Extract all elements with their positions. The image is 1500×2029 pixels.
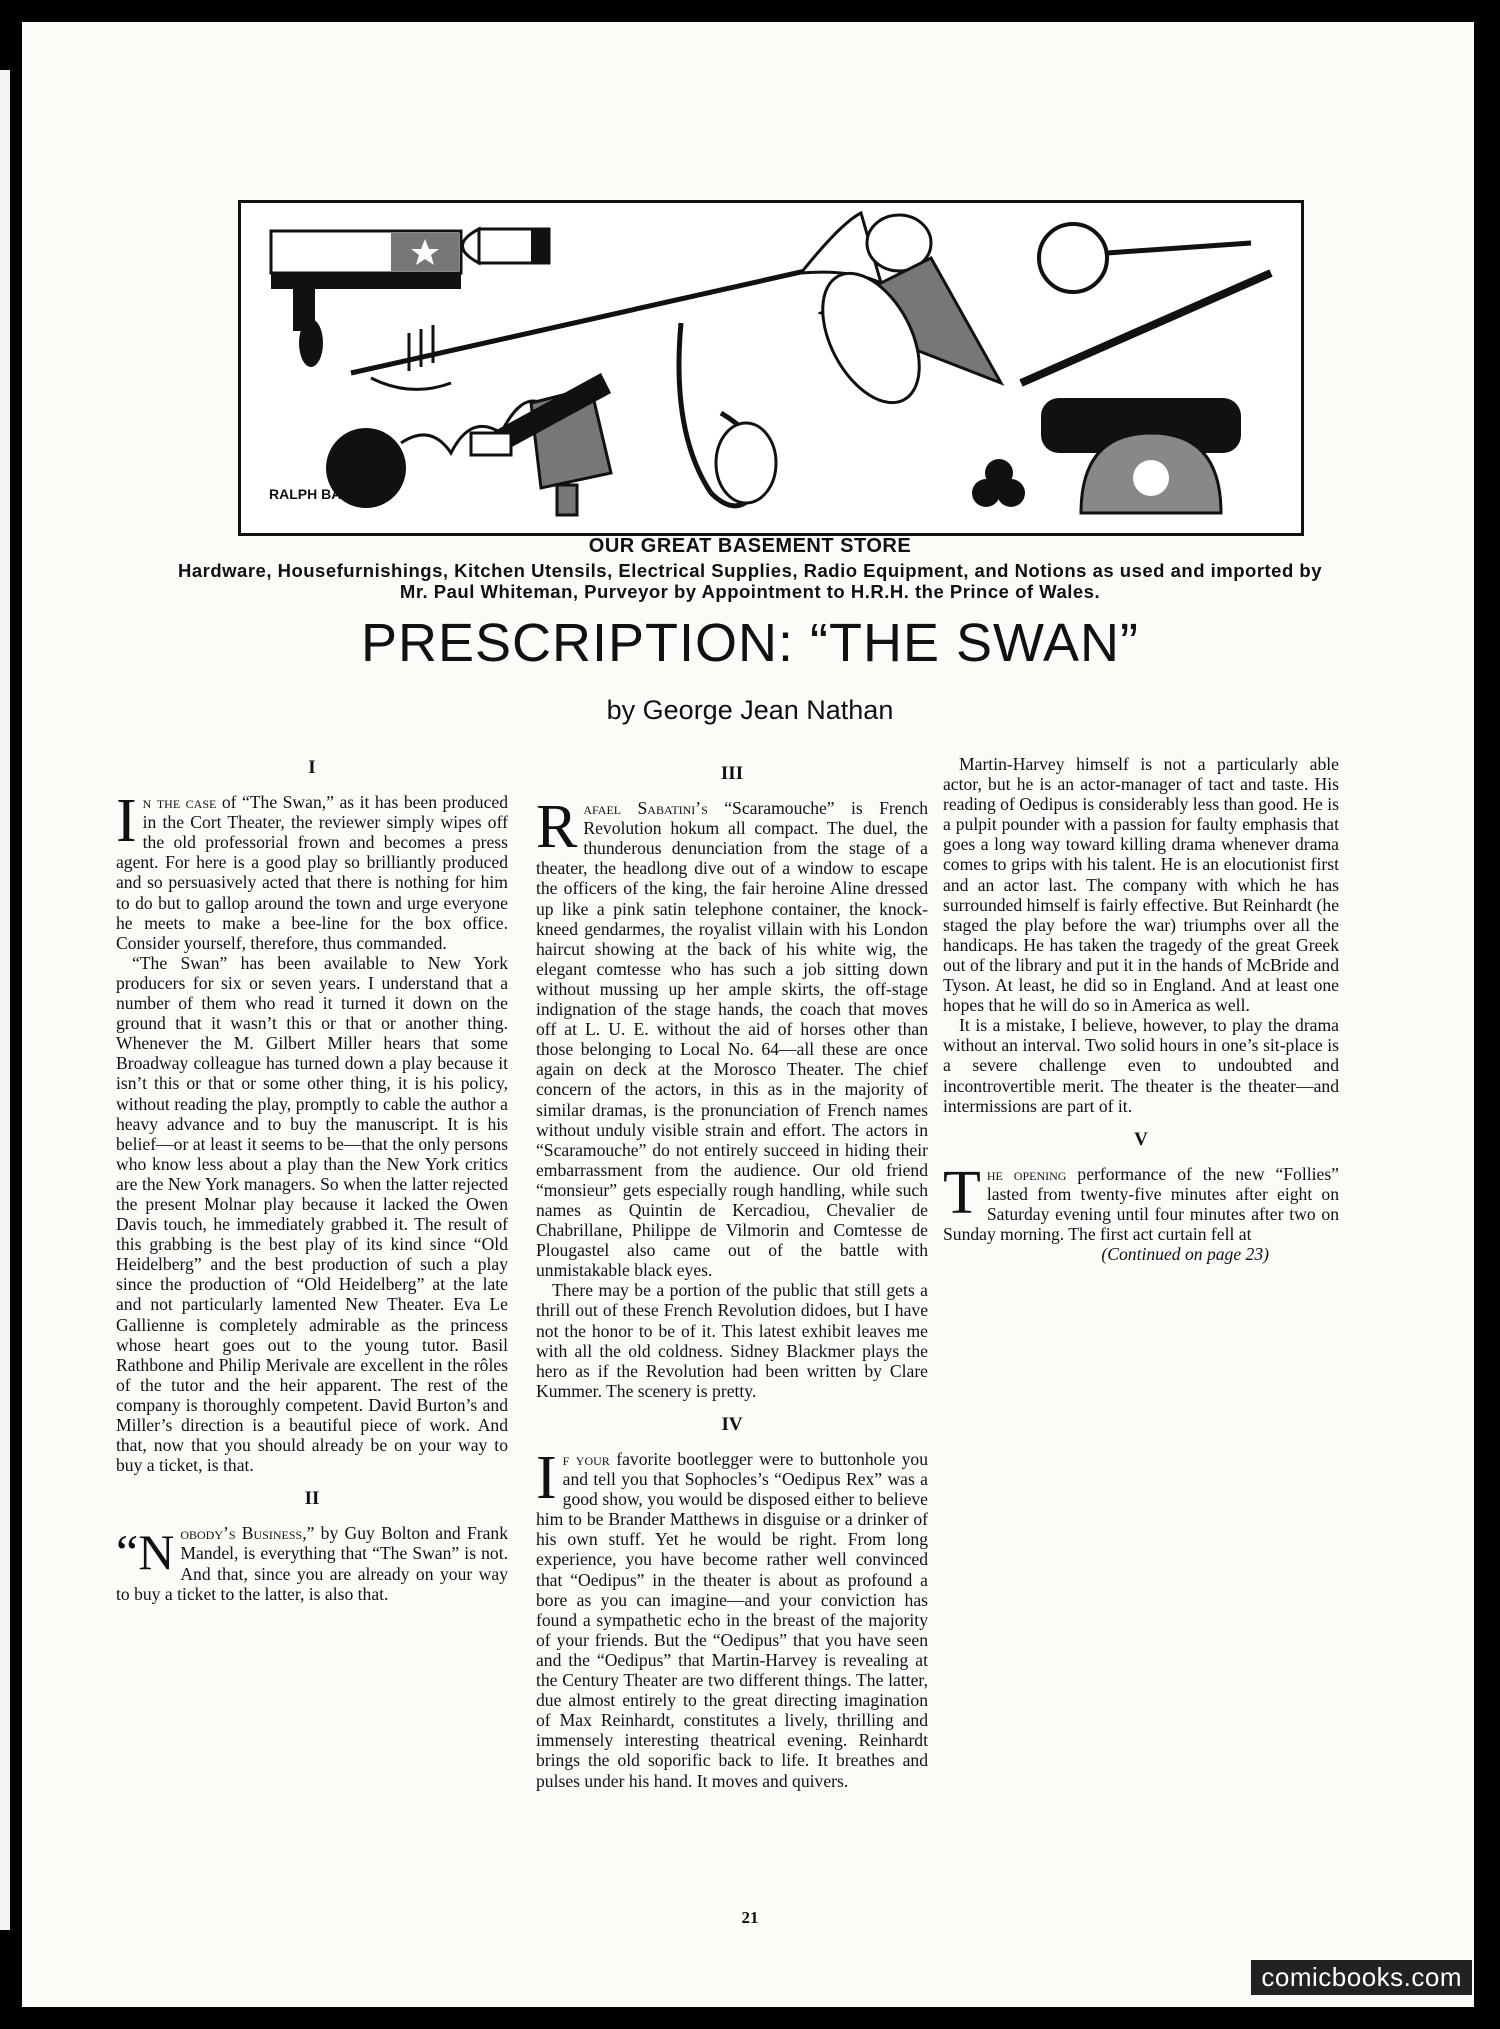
- section-4-paragraph-2: Martin-Harvey himself is not a particularly able actor, but he is an actor-manager of tact and taste. His reading of Oedipus is considerably less than good. He is a pulpit pounder with a passion for faulty emphasis that goes a long way toward killing drama whenever drama comes to grips with his talent. He is an elocutionist first and an actor last. The company with which he has surrounded himself is fairly effective. But Reinhardt (he staged the play before the war) triumphs over all the handicaps. He has taken the tragedy of the great Greek out of the library and put it in the hands of McBride and Tyson. At least, he did so in England. And at least one hopes that he will do so in America as well.: [943, 754, 1339, 1016]
- section-1-paragraph-1: [116, 787, 508, 953]
- article-byline: by George Jean Nathan: [606, 695, 894, 725]
- paragraph-text: ” by Guy Bolton and Frank Mandel, is everything that “The Swan” is not. And that, since you are already on your way to buy a ticket to the latter, is also that.: [116, 1523, 509, 1604]
- page-number: 21: [741, 1908, 759, 1927]
- section-4-paragraph-1: [536, 1444, 928, 1791]
- watermark: comicbooks.com: [1251, 1960, 1472, 1995]
- header-illustration: [238, 200, 1304, 536]
- left-page-edge: [0, 70, 10, 1930]
- paragraph-text: of “The Swan,” as it has been produced in the Cort Theater, the reviewer simply wipes off the old professorial frown and becomes a press agent. For here is a good play so brilliantly produced and so persuasively acted that there is nothing for him to do but to gallop around the town and urge everyone he meets to make a bee-line for the box office. Consider yourself, therefore, thus commanded.: [116, 792, 508, 953]
- column-1: [116, 748, 508, 1604]
- small-caps-lead: afael Sabatini’s: [583, 798, 708, 819]
- column-2: [536, 754, 928, 1791]
- paragraph-text: “Scaramouche” is French Revolution hokum all compact. The duel, the thunderous denunciation from the stage of a theater, the headlong dive out of a window to escape the officers of the king, the fair heroine Aline dressed up like a pink satin telephone container, the knock-kneed gendarmes, the royalist villain with his London haircut showing at the back of his white wig, the elegant comtesse who has such a job sitting down without mussing up her ample skirts, the off-stage indignation of the stage hands, the coach that moves off at L. U. E. without the aid of horses other than those belonging to Local No. 64—all these are once again on deck at the Morosco Theater. The chief concern of the actors, in this as in the majority of similar dramas, is the pronunciation of French names without unduly visible strain and effort. The actors in “Scaramouche” do not entirely succeed in hiding their embarrassment from the audience. Our old friend “monsieur” gets especially rough handling, while such names as Quintin de Kercadiou, Chevalier de Chabrillane, Philippe de Vilmorin and Comtesse de Plougastel also came out of the battle with unmistakable black eyes.: [536, 798, 928, 1281]
- section-4-paragraph-3: It is a mistake, I believe, however, to play the drama without an interval. Two solid hours in one’s sit-place is a severe challenge even to undoubted and incontrovertible merit. The theater is the theater—and intermissions are part of it.: [943, 1015, 1339, 1116]
- small-caps-lead: n the case: [142, 792, 217, 813]
- drop-cap: R: [536, 793, 578, 862]
- small-caps-lead: f your: [562, 1449, 610, 1469]
- article-title: PRESCRIPTION: “THE SWAN”: [360, 613, 1140, 673]
- section-numeral: III: [720, 763, 744, 784]
- section-numeral: IV: [721, 1413, 743, 1435]
- section-numeral: I: [308, 757, 316, 778]
- drop-cap: I: [116, 787, 137, 856]
- section-numeral: II: [304, 1488, 320, 1510]
- section-3-paragraph-1: [536, 793, 928, 1281]
- column-3: [943, 754, 1339, 1264]
- drop-cap: T: [943, 1158, 981, 1227]
- drop-cap: I: [536, 1444, 557, 1512]
- caption-body: Hardware, Housefurnishings, Kitchen Utensils, Electrical Supplies, Radio Equipment, and Notions as used and imported by Mr. Paul Whiteman, Purveyor by Appointment to H.R.H. the Prince of Wales.: [178, 560, 1322, 602]
- bullet-drawing: [463, 229, 550, 263]
- drop-cap: “N: [116, 1524, 175, 1581]
- cannon-drawing: [972, 398, 1241, 513]
- paragraph-text: performance of the new “Follies” lasted from twenty-five minutes after eight on Saturday evening until four minutes after two on Sunday morning. The first act curtain fell at: [943, 1163, 1339, 1245]
- section-3-paragraph-2: There may be a portion of the public that still gets a thrill out of these French Revolution didoes, but I have not the honor to be of it. This latest exhibit leaves me with all the old coldness. Sidney Blackmer plays the hero as if the Revolution had been written by Clare Kummer. The scenery is pretty.: [536, 1280, 928, 1401]
- saxophone-drawing: [679, 323, 776, 506]
- banjo-drawing: [1039, 224, 1251, 292]
- paragraph-text: favorite bootlegger were to buttonhole you and tell you that Sophocles’s “Oedipus Rex” was a good show, you would be disposed either to believe him to be Brander Matthews in disguise or a drinker of his own stuff. Yet he would be right. From long experience, you have become rather well convinced that “Oedipus” in the theater is about as profound a bore as you can imagine—and your conviction has found a sympathetic echo in the breast of the majority of your friends. But the “Oedipus” that you have seen and the “Oedipus” that Martin-Harvey is revealing at the Century Theater are two different things. The latter, due almost entirely to the great directing imagination of Max Reinhardt, constitutes a lively, thrilling and immensely interesting theatrical evening. Reinhardt brings the old soporific back to life. It breathes and pulses under his hand. It moves and quivers.: [536, 1449, 928, 1791]
- section-1-paragraph-2: “The Swan” has been available to New York producers for six or seven years. I understand that a number of them who read it turned it down on the ground that it wasn’t this or that or another thing. Whenever the M. Gilbert Miller hears that some Broadway colleague has turned down a play because it isn’t this or that or some other thing, it is his policy, without reading the play, promptly to cable the author a heavy advance and to buy the manuscript. It is his belief—or at least it seems to be—that the only persons who know less about a play than the New York critics are the New York managers. So when the latter rejected the present Molnar play because it lacked the Owen Davis touch, he immediately grabbed it. The result of this grabbing is the best play of its kind since “Old Heidelberg” and the best production of such a play since the production of “Old Heidelberg” at the late and not particularly lamented New Theater. Eva Le Gallienne is completely admirable as the princess whose heart goes out to the young tutor. Basil Rathbone and Philip Merivale are excellent in the rôles of the tutor and the heir apparent. The rest of the company is thoroughly competent. David Burton’s and Miller’s direction is a beautiful piece of work. And that, now that you should already be on your way to buy a ticket, is that.: [116, 952, 508, 1476]
- instruments-drawing: [241, 203, 1301, 533]
- section-numeral: V: [1134, 1128, 1148, 1150]
- small-caps-lead: he opening: [986, 1163, 1067, 1184]
- artist-signature: RALPH BARTON: [269, 486, 381, 502]
- continued-note: (Continued on page 23): [1101, 1244, 1269, 1265]
- megaphone-drawing: [803, 257, 1001, 418]
- section-5-paragraph-1: [943, 1158, 1339, 1245]
- section-2-paragraph-1: [116, 1523, 508, 1603]
- caption-heading: OUR GREAT BASEMENT STORE: [588, 535, 912, 557]
- small-caps-lead: obody’s Business,: [180, 1523, 307, 1544]
